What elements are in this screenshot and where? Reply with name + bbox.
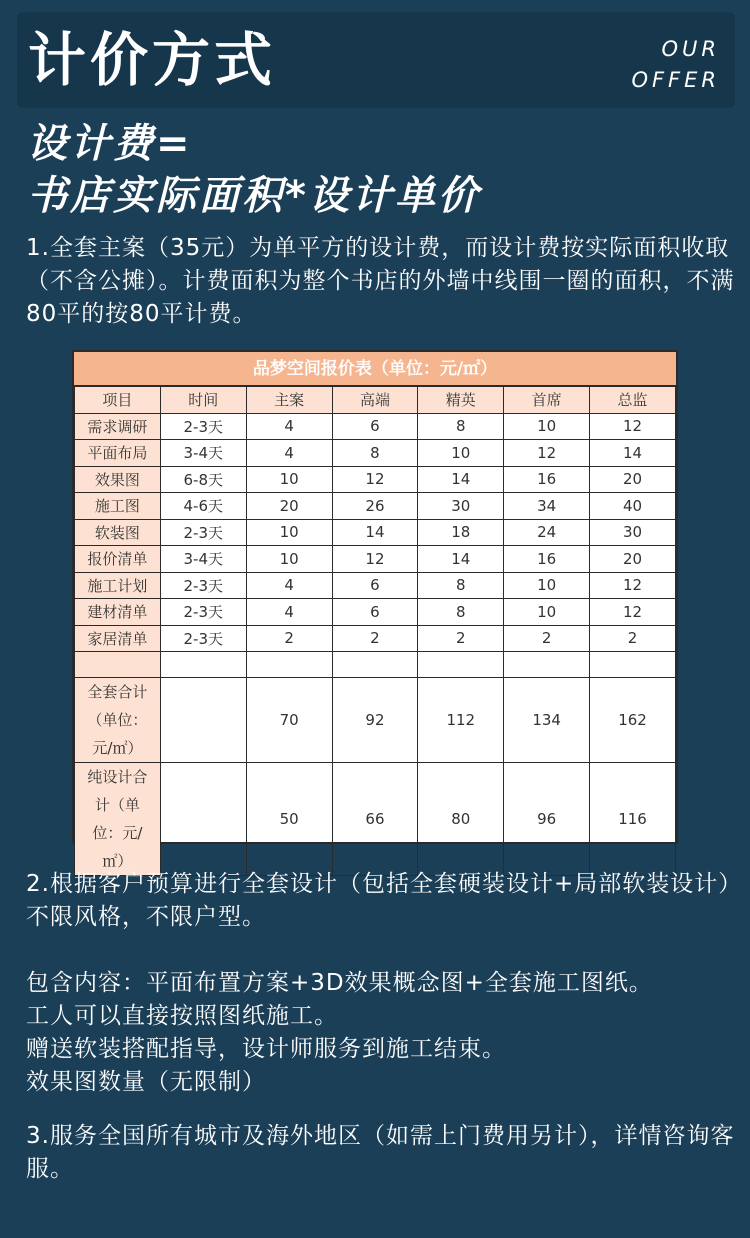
table-cell: 12 xyxy=(332,466,418,493)
table-row xyxy=(75,493,676,520)
table-row-label: 纯设计合计（单位：元/㎡） xyxy=(75,763,161,876)
table-cell: 12 xyxy=(590,572,676,599)
table-cell: 10 xyxy=(418,440,504,467)
table-cell: 162 xyxy=(590,678,676,763)
table-cell: 50 xyxy=(246,763,332,876)
table-row-label: 施工图 xyxy=(75,493,161,520)
table-cell xyxy=(504,652,590,678)
table-cell: 6 xyxy=(332,572,418,599)
table-cell: 20 xyxy=(246,493,332,520)
table-cell: 2-3天 xyxy=(160,625,246,652)
table-cell: 20 xyxy=(590,466,676,493)
table-cell xyxy=(246,652,332,678)
table-cell xyxy=(160,678,246,763)
table-cell: 34 xyxy=(504,493,590,520)
table-cell: 80 xyxy=(418,763,504,876)
pricing-note-3: 3.服务全国所有城市及海外地区（如需上门费用另计），详情咨询客服。 xyxy=(26,1123,735,1182)
formula-line-1: 设计费= xyxy=(27,121,193,167)
table-cell: 96 xyxy=(504,763,590,876)
table-cell: 2 xyxy=(418,625,504,652)
table-cell: 26 xyxy=(332,493,418,520)
table-row-label: 建材清单 xyxy=(75,599,161,626)
table-header-cell: 总监 xyxy=(590,387,676,414)
table-cell: 16 xyxy=(504,466,590,493)
table-cell: 16 xyxy=(504,546,590,573)
table-row-label: 效果图 xyxy=(75,466,161,493)
formula-line-2: 书店实际面积*设计单价 xyxy=(27,173,481,219)
table-cell: 30 xyxy=(418,493,504,520)
table-cell: 12 xyxy=(332,546,418,573)
offer-label xyxy=(631,34,720,96)
table-cell: 2 xyxy=(332,625,418,652)
table-cell: 3-4天 xyxy=(160,546,246,573)
table-cell: 10 xyxy=(504,413,590,440)
table-cell: 12 xyxy=(504,440,590,467)
table-cell: 134 xyxy=(504,678,590,763)
table-cell: 116 xyxy=(590,763,676,876)
page-title: 计价方式 xyxy=(28,26,277,94)
table-header-cell: 首席 xyxy=(504,387,590,414)
table-cell: 2 xyxy=(246,625,332,652)
table-row-label: 软装图 xyxy=(75,519,161,546)
table-cell xyxy=(418,652,504,678)
table-header-cell: 主案 xyxy=(246,387,332,414)
table-row-label: 报价清单 xyxy=(75,546,161,573)
table-cell: 30 xyxy=(590,519,676,546)
table-row xyxy=(75,519,676,546)
table-header-cell: 项目 xyxy=(75,387,161,414)
pricing-note-1: 1.全套主案（35元）为单平方的设计费，而设计费按实际面积收取（不含公摊）。计费面积为整个书店的外墙中线围一圈的面积，不满80平的按80平计费。 xyxy=(26,235,735,327)
table-row xyxy=(75,599,676,626)
table-cell: 4-6天 xyxy=(160,493,246,520)
table-header-row xyxy=(75,387,676,414)
table-cell: 10 xyxy=(504,599,590,626)
table-cell: 20 xyxy=(590,546,676,573)
table-cell: 14 xyxy=(418,546,504,573)
table-cell: 14 xyxy=(418,466,504,493)
price-table-title: 品梦空间报价表（单位：元/㎡） xyxy=(74,352,676,386)
table-row-label: 施工计划 xyxy=(75,572,161,599)
table-cell: 8 xyxy=(418,572,504,599)
table-row xyxy=(75,763,676,876)
offer-line-2: OFFER xyxy=(631,68,720,92)
table-header-cell: 精英 xyxy=(418,387,504,414)
table-cell: 8 xyxy=(418,413,504,440)
table-cell: 10 xyxy=(246,519,332,546)
table-row xyxy=(75,413,676,440)
table-cell: 24 xyxy=(504,519,590,546)
table-cell: 4 xyxy=(246,440,332,467)
table-cell: 8 xyxy=(332,440,418,467)
table-row xyxy=(75,652,676,678)
table-cell: 3-4天 xyxy=(160,440,246,467)
table-cell: 4 xyxy=(246,572,332,599)
table-cell: 10 xyxy=(246,546,332,573)
price-table xyxy=(72,350,678,870)
table-row xyxy=(75,625,676,652)
table-cell: 8 xyxy=(418,599,504,626)
table-cell xyxy=(160,763,246,876)
table-cell: 4 xyxy=(246,413,332,440)
table-row-label: 家居清单 xyxy=(75,625,161,652)
table-row xyxy=(75,572,676,599)
table-cell xyxy=(590,652,676,678)
table-row xyxy=(75,440,676,467)
table-cell: 2-3天 xyxy=(160,519,246,546)
table-cell: 4 xyxy=(246,599,332,626)
table-cell: 2-3天 xyxy=(160,572,246,599)
table-cell: 2 xyxy=(590,625,676,652)
table-cell: 2 xyxy=(504,625,590,652)
table-cell: 6-8天 xyxy=(160,466,246,493)
table-cell xyxy=(160,652,246,678)
table-cell: 12 xyxy=(590,413,676,440)
table-cell: 92 xyxy=(332,678,418,763)
table-row xyxy=(75,546,676,573)
table-cell: 14 xyxy=(590,440,676,467)
table-cell: 10 xyxy=(246,466,332,493)
table-cell: 14 xyxy=(332,519,418,546)
pricing-note-2: 2.根据客户预算进行全套设计（包括全套硬装设计+局部软装设计）不限风格，不限户型。 包含内容：平面布置方案+3D效果概念图+全套施工图纸。 工人可以直接按照图纸施工。 赠送软装搭配指导，设计师服务到施工结束。 效果图数量（无限制） xyxy=(26,871,731,1095)
table-row xyxy=(75,678,676,763)
table-cell: 12 xyxy=(590,599,676,626)
table-cell: 40 xyxy=(590,493,676,520)
table-row-label: 平面布局 xyxy=(75,440,161,467)
table-cell: 10 xyxy=(504,572,590,599)
table-cell: 2-3天 xyxy=(160,413,246,440)
table-row xyxy=(75,466,676,493)
table-cell: 112 xyxy=(418,678,504,763)
offer-line-1: OUR xyxy=(661,37,720,61)
table-header-cell: 高端 xyxy=(332,387,418,414)
formula-heading xyxy=(27,118,481,222)
table-row-label xyxy=(75,652,161,678)
table-header-cell: 时间 xyxy=(160,387,246,414)
table-cell: 2-3天 xyxy=(160,599,246,626)
table-cell: 6 xyxy=(332,599,418,626)
table-cell: 66 xyxy=(332,763,418,876)
table-row-label: 需求调研 xyxy=(75,413,161,440)
table-row-label: 全套合计（单位：元/㎡） xyxy=(75,678,161,763)
table-cell: 18 xyxy=(418,519,504,546)
table-cell: 70 xyxy=(246,678,332,763)
table-cell xyxy=(332,652,418,678)
price-table-grid xyxy=(74,386,676,876)
table-cell: 6 xyxy=(332,413,418,440)
